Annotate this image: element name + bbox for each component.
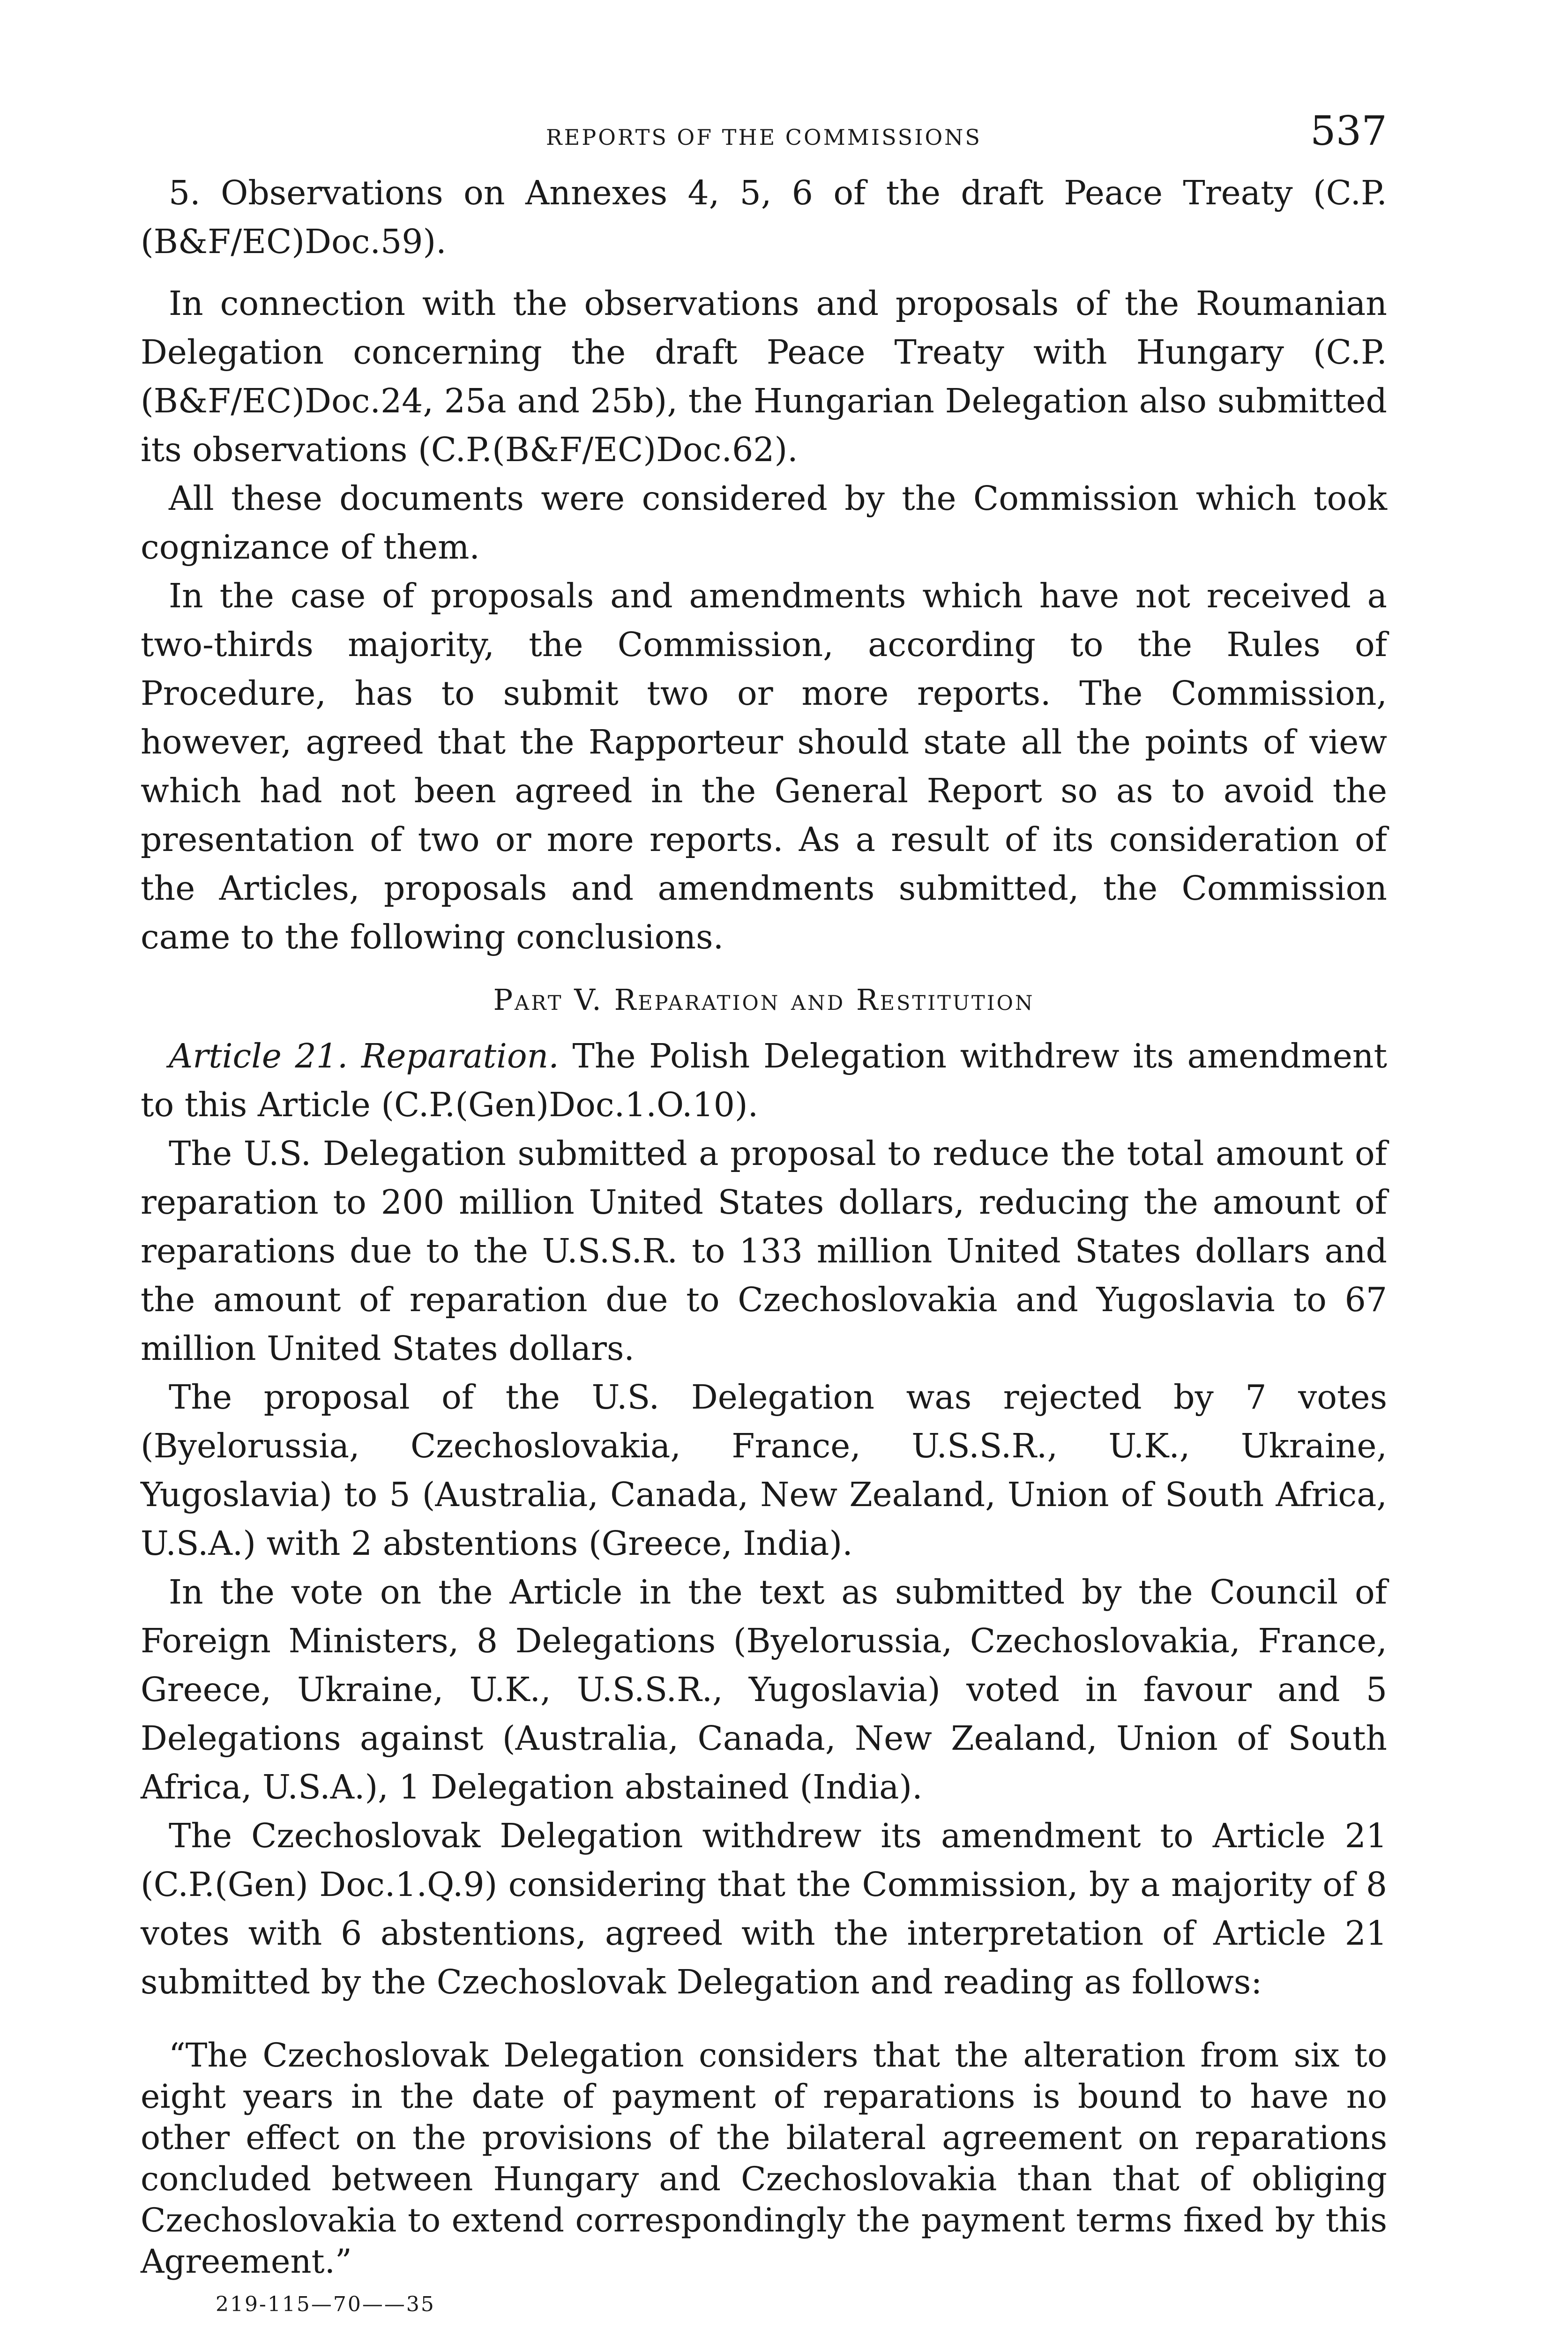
running-header xyxy=(141,108,1387,169)
article-text: The Polish Delegation withdrew its amendment to this Article (C.P.(Gen)Doc.1.O.10). xyxy=(141,1037,1387,1124)
article-label: Article 21. Reparation. xyxy=(169,1037,559,1075)
section-title: Reparation and Restitution xyxy=(614,983,1035,1017)
paragraph-us-proposal: The U.S. Delegation submitted a proposal to reduce the total amount of reparation to 200 million United States dollars, reducing the amount of reparations due to the U.S.S.R. to 133 million United States dollars and the amount of reparation due to Czechoslovakia and Yugoslavia to 67 million United States dollars. xyxy=(141,1134,1387,1368)
document-page xyxy=(141,108,1387,2316)
section-heading xyxy=(141,976,1387,1024)
printer-signature-line: 219-115—70——35 xyxy=(216,2292,435,2316)
paragraph-roumanian-delegation: In connection with the observations and proposals of the Roumanian Delegation concerning the draft Peace Treaty with Hungary (C.P.(B&F/EC)Doc.24, 25a and 25b), the Hungarian Delegation also submitted its observations (C.P.(B&F/EC)Doc.62). xyxy=(141,284,1387,469)
paragraph-observations-annexes: 5. Observations on Annexes 4, 5, 6 of the draft Peace Treaty (C.P.(B&F/EC)Doc.59). xyxy=(141,173,1387,261)
paragraph-vote-on-article: In the vote on the Article in the text as submitted by the Council of Foreign Ministers, 8 Delegations (Byelorussia, Czechoslovakia, France, Greece, Ukraine, U.K., U.S.S.R., Yugoslavia) voted in favour and 5 Delegations against (Australia, Canada, New Zealand, Union of South Africa, U.S.A.), 1 Delegation abstained (India). xyxy=(141,1573,1387,1806)
section-part-label: Part V. xyxy=(493,983,603,1017)
page-number: 537 xyxy=(1310,108,1387,155)
paragraph-article-21 xyxy=(141,1032,1387,1129)
paragraph-documents-considered: All these documents were considered by the Commission which took cognizance of them. xyxy=(141,479,1387,567)
quoted-statement: “The Czechoslovak Delegation considers that the alteration from six to eight years in the date of payment of reparations is bound to have no other effect on the provisions of the bilateral agreement on reparations concluded between Hungary and Czechoslovakia than that of obliging Czechoslovakia to extend correspondingly the payment terms fixed by this Agreement.” xyxy=(141,2036,1387,2281)
running-title: REPORTS OF THE COMMISSIONS xyxy=(546,125,982,150)
paragraph-rules-of-procedure: In the case of proposals and amendments which have not received a two-thirds majority, the Commission, according to the Rules of Procedure, has to submit two or more reports. The Commission, however, agreed that the Rapporteur should state all the points of view which had not been agreed in the General Report so as to avoid the presentation of two or more reports. As a result of its consideration of the Articles, proposals and amendments submitted, the Commission came to the following conclusions. xyxy=(141,576,1387,956)
paragraph-czechoslovak-withdrawal: The Czechoslovak Delegation withdrew its amendment to Article 21 (C.P.(Gen) Doc.1.Q.9) considering that the Commission, by a majority of 8 votes with 6 abstentions, agreed with the interpretation of Article 21 submitted by the Czechoslovak Delegation and reading as follows: xyxy=(141,1816,1387,2001)
paragraph-proposal-rejected: The proposal of the U.S. Delegation was rejected by 7 votes (Byelorussia, Czechoslovakia, France, U.S.S.R., U.K., Ukraine, Yugoslavia) to 5 (Australia, Canada, New Zealand, Union of South Africa, U.S.A.) with 2 abstentions (Greece, India). xyxy=(141,1378,1387,1563)
